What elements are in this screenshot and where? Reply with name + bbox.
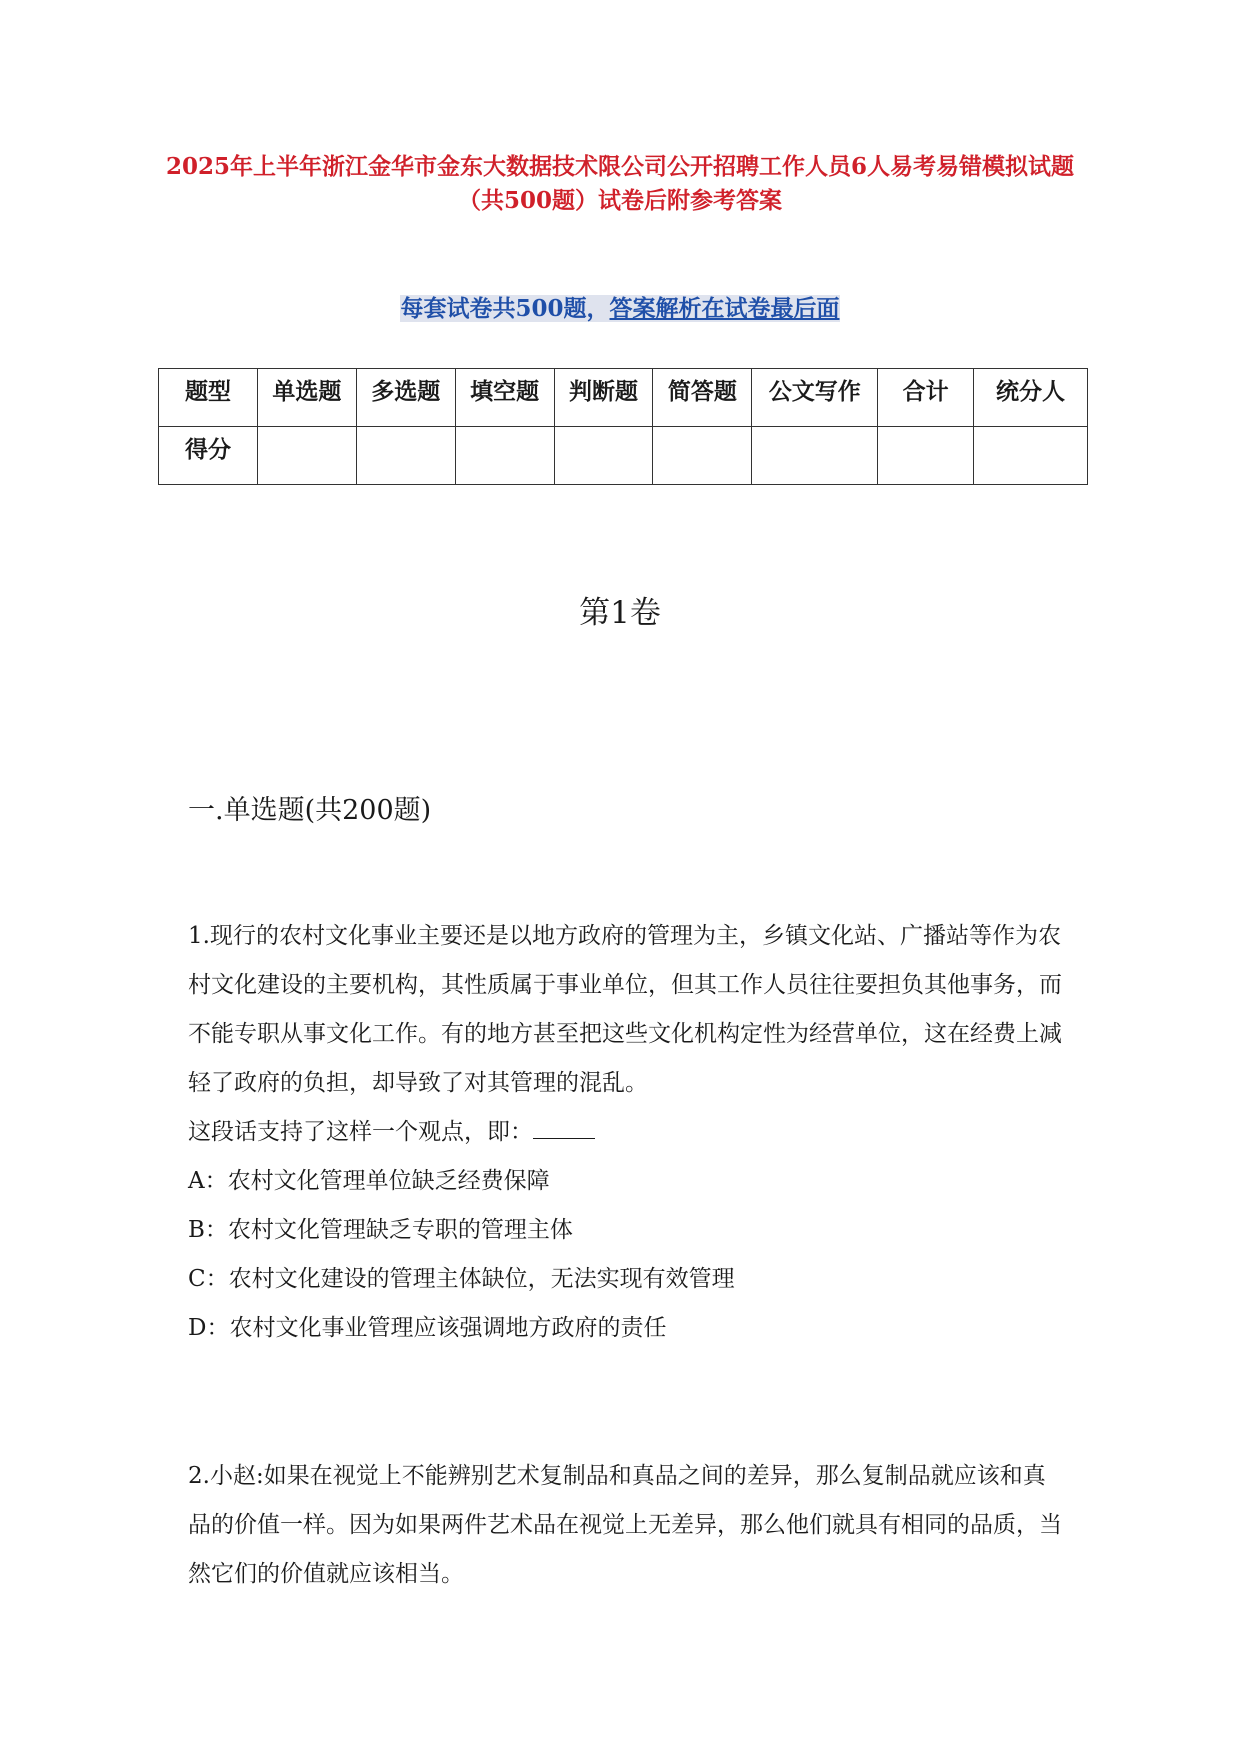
subtitle-text: 每套试卷共500题， <box>400 295 610 322</box>
volume-title: 第1卷 <box>579 595 661 631</box>
question-1 <box>188 912 1068 1353</box>
header-cell: 简答题 <box>653 369 752 427</box>
header-cell: 判断题 <box>554 369 653 427</box>
score-cell <box>653 427 752 485</box>
document-title: 2025年上半年浙江金华市金东大数据技术限公司公开招聘工作人员6人易考易错模拟试题（共500题）试卷后附参考答案 <box>165 153 1075 214</box>
score-cell <box>356 427 455 485</box>
score-table-score-row <box>159 427 1088 485</box>
score-cell <box>554 427 653 485</box>
score-row-label: 得分 <box>159 427 258 485</box>
header-cell: 公文写作 <box>752 369 878 427</box>
question-2 <box>188 1452 1068 1599</box>
header-cell: 填空题 <box>455 369 554 427</box>
score-cell <box>974 427 1088 485</box>
score-table <box>158 368 1088 485</box>
score-cell <box>752 427 878 485</box>
answer-blank <box>533 1112 595 1139</box>
header-cell: 多选题 <box>356 369 455 427</box>
option-c: C：农村文化建设的管理主体缺位，无法实现有效管理 <box>188 1266 735 1292</box>
header-cell: 统分人 <box>974 369 1088 427</box>
header-cell: 题型 <box>159 369 258 427</box>
question-stem: 1.现行的农村文化事业主要还是以地方政府的管理为主，乡镇文化站、广播站等作为农村文化建设的主要机构，其性质属于事业单位，但其工作人员往往要担负其他事务，而不能专职从事文化工作。有的地方甚至把这些文化机构定性为经营单位，这在经费上减轻了政府的负担，却导致了对其管理的混乱。 <box>188 923 1062 1096</box>
question-prompt <box>188 1108 1068 1157</box>
score-cell <box>455 427 554 485</box>
score-cell <box>878 427 974 485</box>
header-cell: 合计 <box>878 369 974 427</box>
section-title: 一.单选题(共200题) <box>188 795 432 826</box>
header-cell: 单选题 <box>257 369 356 427</box>
question-prompt-text: 这段话支持了这样一个观点，即： <box>188 1119 533 1145</box>
question-stem: 2.小赵:如果在视觉上不能辨别艺术复制品和真品之间的差异，那么复制品就应该和真品的价值一样。因为如果两件艺术品在视觉上无差异，那么他们就具有相同的品质，当然它们的价值就应该相当。 <box>188 1463 1062 1587</box>
subtitle <box>0 293 1240 325</box>
score-table-header-row <box>159 369 1088 427</box>
option-a: A：农村文化管理单位缺乏经费保障 <box>188 1168 550 1194</box>
answer-link[interactable]: 答案解析在试卷最后面 <box>609 295 840 322</box>
option-d: D：农村文化事业管理应该强调地方政府的责任 <box>188 1315 667 1341</box>
score-cell <box>257 427 356 485</box>
option-b: B：农村文化管理缺乏专职的管理主体 <box>188 1217 573 1243</box>
